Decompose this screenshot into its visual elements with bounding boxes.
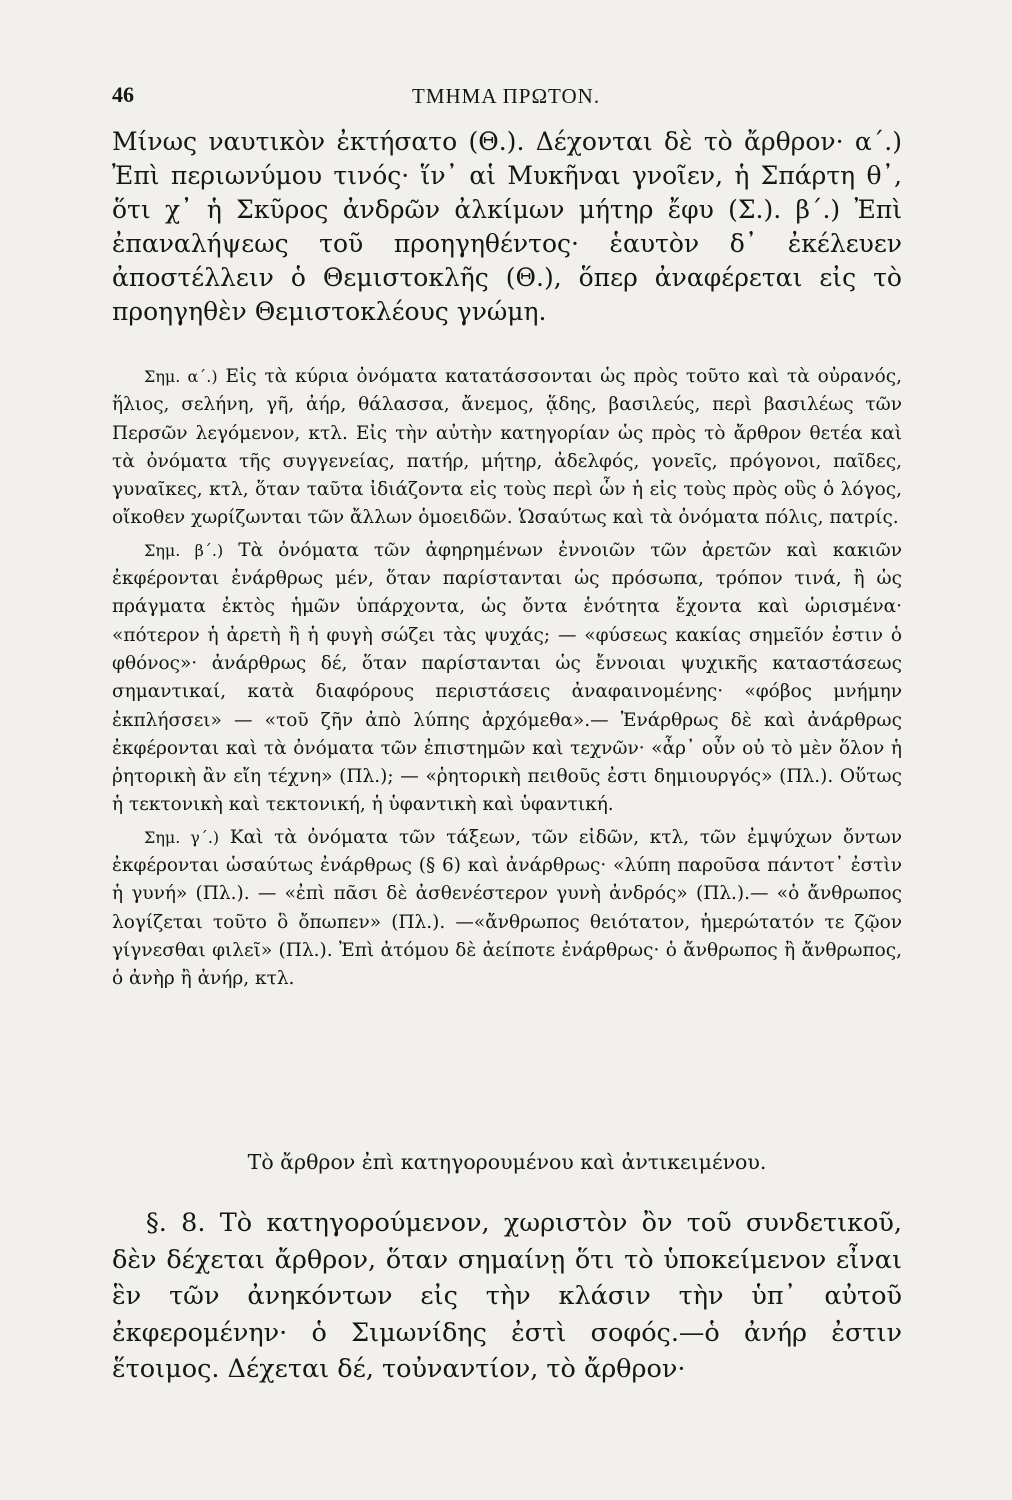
note-label: Σημ. γ΄.): [144, 827, 220, 847]
note-text: Καὶ τὰ ὀνόματα τῶν τάξεων, τῶν εἰδῶν, κτλ, τῶν ἐμψύχων ὄντων ἐκφέρονται ὡσαύτως ἐνάρθρως (§ 6) καὶ ἀνάρθρως· «λύπη παροῦσα πάντοτ᾽ ἐστὶν ἡ γυνή» (Πλ.). — «ἐπὶ πᾶσι δὲ ἀσθενέστερον γυνὴ ἀνδρός» (Πλ.).— «ὁ ἄνθρωπος λογίζεται τοῦτο ὃ ὄπωπεν» (Πλ.). —«ἄνθρωπος θειότατον, ἡμερώτατόν τε ζῷον γίγνεσθαι φιλεῖ» (Πλ.). Ἐπὶ ἀτόμου δὲ ἀείποτε ἐνάρθρως· ὁ ἄνθρωπος ἢ ἄνθρωπος, ὁ ἀνὴρ ἢ ἀνήρ, κτλ.: [112, 826, 902, 990]
running-head: ΤΜΗΜΑ ΠΡΩΤΟΝ.: [412, 84, 601, 108]
page-header: [112, 82, 912, 116]
notes-block: [112, 363, 902, 998]
section-number: §. 8.: [146, 1208, 206, 1238]
note-label: Σημ. β΄.): [144, 540, 224, 560]
section-paragraph: [112, 1205, 902, 1388]
note-c: [112, 824, 902, 994]
note-text: Τὰ ὀνόματα τῶν ἀφηρημένων ἐννοιῶν τῶν ἀρετῶν καὶ κακιῶν ἐκφέρονται ἐνάρθρως μέν, ὅταν παρίστανται ὡς πρόσωπα, τρόπον τινά, ἢ ὡς πράγματα ἐκτὸς ἡμῶν ὑπάρχοντα, ὡς ὄντα ἑνότητα ἔχοντα καὶ ὡρισμένα· «πότερον ἡ ἀρετὴ ἢ ἡ φυγὴ σώζει τὰς ψυχάς; — «φύσεως κακίας σημεῖόν ἐστιν ὁ φθόνος»· ἀνάρθρως δέ, ὅταν παρίστανται ὡς ἔννοιαι ψυχικῆς καταστάσεως σημαντικαί, κατὰ διαφόρους περιστάσεις ἀναφαινομένης· «φόβος μνήμην ἐκπλήσσει» — «τοῦ ζῆν ἀπὸ λύπης ἀρχόμεθα».— Ἐνάρθρως δὲ καὶ ἀνάρθρως ἐκφέρονται καὶ τὰ ὀνόματα τῶν ἐπιστημῶν καὶ τεχνῶν· «ἆρ᾽ οὖν οὐ τὸ μὲν ὅλον ἡ ῥητορικὴ ἂν εἴη τέχνη» (Πλ.); — «ῥητορικὴ πειθοῦς ἐστι δημιουργός» (Πλ.). Οὕτως ἡ τεκτονικὴ καὶ τεκτονική, ἡ ὑφαντικὴ καὶ ὑφαντική.: [112, 539, 902, 816]
note-label: Σημ. α΄.): [144, 367, 218, 386]
note-a: [112, 363, 902, 533]
section-text: Τὸ κατηγορούμενον, χωριστὸν ὂν τοῦ συνδετικοῦ, δὲν δέχεται ἄρθρον, ὅταν σημαίνῃ ὅτι τὸ ὑποκείμενον εἶναι ἓν τῶν ἀνηκόντων εἰς τὴν κλάσιν τὴν ὑπ᾽ αὐτοῦ ἐκφερομένην· ὁ Σιμωνίδης ἐστὶ σοφός.—ὁ ἀνήρ ἐστιν ἕτοιμος. Δέχεται δέ, τοὐναντίον, τὸ ἄρθρον·: [112, 1208, 902, 1384]
note-b: [112, 537, 902, 820]
section-subheading: Τὸ ἄρθρον ἐπὶ κατηγορουμένου καὶ ἀντικειμένου.: [247, 1150, 767, 1174]
section-8: [112, 1205, 902, 1388]
main-paragraph: [112, 125, 902, 329]
main-text: Μίνως ναυτικὸν ἐκτήσατο (Θ.). Δέχονται δὲ τὸ ἄρθρον· α΄.) Ἐπὶ περιωνύμου τινός· ἵν᾽ αἱ Μυκῆναι γνοῖεν, ἡ Σπάρτη θ᾽, ὅτι χ᾽ ἡ Σκῦρος ἀνδρῶν ἀλκίμων μήτηρ ἔφυ (Σ.). β΄.) Ἐπὶ ἐπαναλήψεως τοῦ προηγηθέντος· ἑαυτὸν δ᾽ ἐκέλευεν ἀποστέλλειν ὁ Θεμιστοκλῆς (Θ.), ὅπερ ἀναφέρεται εἰς τὸ προηγηθὲν Θεμιστοκλέους γνώμη.: [112, 127, 902, 326]
note-text: Εἰς τὰ κύρια ὀνόματα κατατάσσονται ὡς πρὸς τοῦτο καὶ τὰ οὐρανός, ἥλιος, σελήνη, γῆ, ἀήρ, θάλασσα, ἄνεμος, ᾅδης, βασιλεύς, περὶ βασιλέως τῶν Περσῶν λεγόμενον, κτλ. Εἰς τὴν αὐτὴν κατηγορίαν ὡς πρὸς τὸ ἄρθρον θετέα καὶ τὰ ὀνόματα τῆς συγγενείας, πατήρ, μήτηρ, ἀδελφός, γονεῖς, πρόγονοι, παῖδες, γυναῖκες, κτλ, ὅταν ταῦτα ἰδιάζοντα εἰς τοὺς περὶ ὧν ἡ εἰς τοὺς πρὸς οὓς ὁ λόγος, οἴκοθεν χωρίζωνται τῶν ἄλλων ὁμοειδῶν. Ὡσαύτως καὶ τὰ ὀνόματα πόλις, πατρίς.: [112, 366, 903, 529]
page-number: 46: [112, 82, 134, 107]
